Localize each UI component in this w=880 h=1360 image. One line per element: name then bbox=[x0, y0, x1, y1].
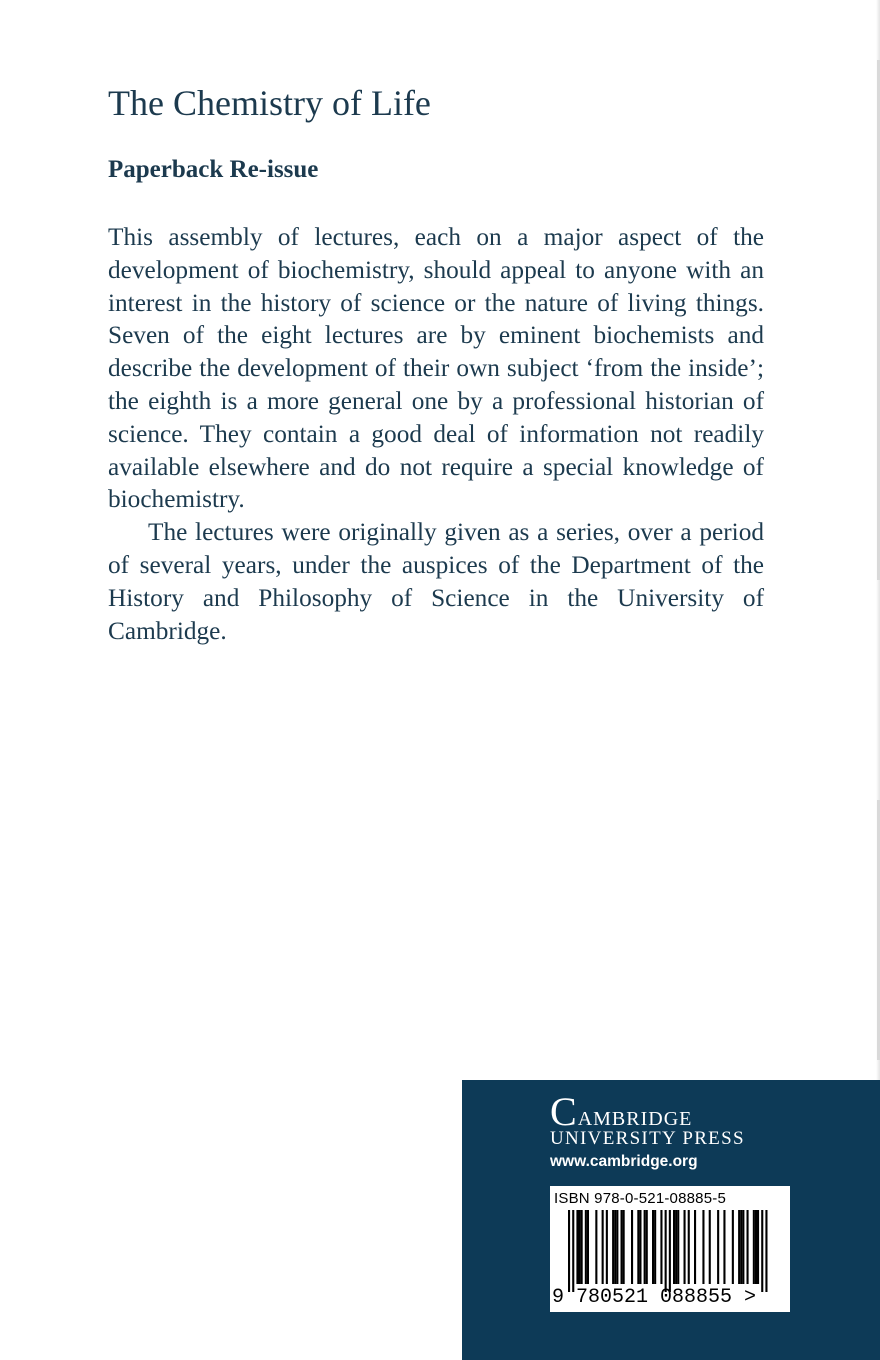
barcode-bar bbox=[694, 1210, 696, 1284]
barcode-bar bbox=[675, 1210, 677, 1284]
barcode-bar bbox=[669, 1210, 671, 1292]
barcode-bar bbox=[660, 1210, 662, 1284]
barcode-bar bbox=[709, 1210, 711, 1284]
barcode-bar bbox=[587, 1210, 589, 1284]
barcode-bar bbox=[740, 1210, 742, 1284]
barcode-bar bbox=[581, 1210, 583, 1284]
barcode-bar bbox=[688, 1210, 690, 1284]
barcode-bar bbox=[639, 1210, 641, 1284]
barcode-digits: 9 780521 088855 > bbox=[552, 1286, 757, 1309]
barcode-bar bbox=[757, 1210, 759, 1284]
barcode-bar bbox=[761, 1210, 763, 1292]
barcode-bar bbox=[742, 1210, 744, 1284]
barcode-bar bbox=[602, 1210, 604, 1284]
barcode-bar bbox=[614, 1210, 616, 1284]
barcode-bar bbox=[646, 1210, 648, 1284]
barcode-bar bbox=[568, 1210, 570, 1292]
barcode-bar bbox=[753, 1210, 755, 1284]
book-description bbox=[108, 221, 764, 647]
publisher-url[interactable]: www.cambridge.org bbox=[550, 1153, 698, 1170]
publisher-name-initial: C bbox=[550, 1089, 578, 1134]
barcode-bar bbox=[738, 1210, 740, 1284]
publisher-name: Cambridge bbox=[550, 1089, 693, 1134]
barcode-bar bbox=[616, 1210, 618, 1284]
isbn-label: ISBN 978-0-521-08885-5 bbox=[554, 1190, 727, 1207]
publisher-subname: UNIVERSITY PRESS bbox=[550, 1128, 745, 1149]
barcode-bar bbox=[621, 1210, 623, 1284]
barcode-bar bbox=[644, 1210, 646, 1284]
barcode-bar bbox=[755, 1210, 757, 1284]
barcode-bar bbox=[677, 1210, 679, 1284]
barcode-bar bbox=[585, 1210, 587, 1284]
description-paragraph-1: This assembly of lectures, each on a major aspect of the development of biochemistry, should appeal to anyone with an interest in the history of science or the nature of living things. Seven of the eight lectures are by eminent biochemists and describe the development of their own subject ‘from the inside’; the eighth is a more general one by a professional historian of science. They contain a good deal of information not readily available elsewhere and do not require a special knowledge of biochemistry. bbox=[108, 223, 764, 514]
barcode-bar bbox=[684, 1210, 686, 1284]
description-paragraph-2: The lectures were originally given as a series, over a period of several years, under the auspices of the Department of the History and Philosophy of Science in the University of Cambridge. bbox=[108, 518, 764, 645]
publisher-panel bbox=[462, 1080, 880, 1360]
barcode-bar bbox=[595, 1210, 597, 1284]
barcode-bar bbox=[606, 1210, 608, 1284]
barcode-bar bbox=[654, 1210, 656, 1284]
barcode-bar bbox=[631, 1210, 633, 1284]
barcode-bar bbox=[673, 1210, 675, 1284]
barcode-bar bbox=[723, 1210, 725, 1284]
barcode-bar bbox=[637, 1210, 639, 1284]
barcode bbox=[550, 1186, 790, 1312]
barcode-bar bbox=[747, 1210, 749, 1284]
barcode-bar bbox=[572, 1210, 574, 1292]
barcode-bar bbox=[702, 1210, 704, 1284]
book-title: The Chemistry of Life bbox=[108, 83, 431, 123]
barcode-bar bbox=[717, 1210, 719, 1284]
book-subtitle: Paperback Re-issue bbox=[108, 156, 319, 183]
barcode-bar bbox=[579, 1210, 581, 1284]
barcode-bar bbox=[612, 1210, 614, 1284]
barcode-bar bbox=[665, 1210, 667, 1292]
barcode-bar bbox=[576, 1210, 578, 1284]
barcode-bar bbox=[652, 1210, 654, 1284]
barcode-bar bbox=[623, 1210, 625, 1284]
barcode-bar bbox=[732, 1210, 734, 1284]
barcode-bar bbox=[765, 1210, 767, 1292]
